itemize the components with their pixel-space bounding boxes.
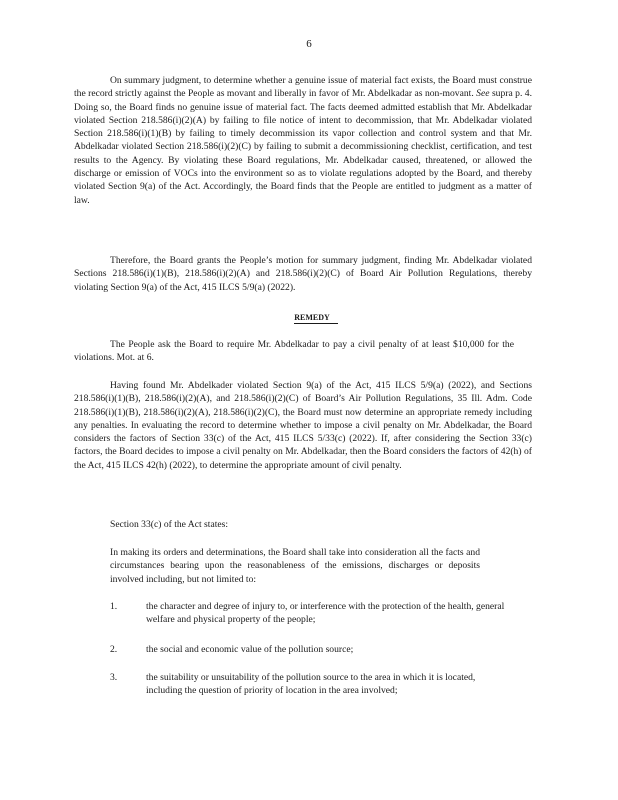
list-item-number: 1. <box>110 601 118 612</box>
list-item <box>110 643 520 659</box>
heading-text: REMEDY <box>294 313 338 324</box>
paragraph-section-33c-intro <box>110 518 510 531</box>
page-number: 6 <box>306 38 312 50</box>
list-item-text: the social and economic value of the pollution source; <box>146 644 354 655</box>
paragraph-text <box>74 74 532 207</box>
paragraph-text: Having found Mr. Abdelkader violated Section 9(a) of the Act, 415 ILCS 5/9(a) (2022), and Sections 218.586(i)(1)(B), 218.586(i)(2)(A), and 218.586(i)(2)(C) of Board’s Air Pollution Regulations, 35 Ill. Adm. Code 218.586(i)(1)(B), 218.586(i)(2)(A), 218.586(i)(2)(C), the Board must now determine an appropriate remedy including any penalties. In evaluating the record to determine whether to impose a civil penalty on Mr. Abdelkadar, the Board considers the factors of Section 33(c) of the Act, 415 ILCS 5/33(c) (2022). If, after considering the Section 33(c) factors, the Board decides to impose a civil penalty on Mr. Abdelkadar, then the Board considers the factors of 42(h) of the Act, 415 ILCS 42(h) (2022), to determine the appropriate amount of civil penalty. <box>74 380 532 471</box>
paragraph-text: Section 33(c) of the Act states: <box>110 519 229 530</box>
see-signal: See <box>476 88 490 100</box>
list-item <box>110 600 520 630</box>
paragraph-people-ask <box>74 338 514 365</box>
quote-text: In making its orders and determinations, the Board shall take into consideration all the facts and circumstances bearing upon the reasonableness of the emissions, discharges or deposits involved including, but not limited to: <box>110 547 480 585</box>
paragraph-text-part-1: On summary judgment, to determine whether a genuine issue of material fact exists, the Board must construe the record strictly against the People as movant and liberally in favor of Mr. Abdelkadar as non-movant. <box>74 75 532 100</box>
list-item <box>110 671 520 713</box>
list-item-text: the character and degree of injury to, or interference with the protection of the health, general welfare and physical property of the people; <box>146 601 505 626</box>
paragraph-text: Therefore, the Board grants the People’s motion for summary judgment, finding Mr. Abdelkadar violated Sections 218.586(i)(1)(B), 218.586(i)(2)(A) and 218.586(i)(2)(C) of Board Air Pollution Regulations, thereby violating Section 9(a) of the Act, 415 ILCS 5/9(a) (2022). <box>74 255 532 293</box>
paragraph-text: The People ask the Board to require Mr. Abdelkadar to pay a civil penalty of at least $10,000 for the violations. Mot. at 6. <box>74 339 514 364</box>
section-heading <box>0 313 618 324</box>
list-item-number: 3. <box>110 672 118 683</box>
list-item-number: 2. <box>110 644 118 655</box>
paragraph-summary-judgment <box>74 74 532 207</box>
paragraph-having-found <box>74 379 532 472</box>
paragraph-therefore <box>74 254 532 294</box>
list-item-text: the suitability or unsuitability of the pollution source to the area in which it is located, including the question of priority of location in the area involved; <box>146 672 476 697</box>
paragraph-text-part-2: supra p. 4. Doing so, the Board finds no genuine issue of material fact. The facts deemed admitted establish that Mr. Abdelkadar violated Section 218.586(i)(2)(A) by failing to file notice of intent to decommission, that Mr. Abdelkadar violated Section 218.586(i)(1)(B) by failing to timely decommission its vapor collection and control system and that Mr. Abdelkadar violated Section 218.586(i)(2)(C) by failing to submit a decommissioning checklist, certification, and test results to the Agency. By violating these Board regulations, Mr. Abdelkadar caused, threatened, or allowed the discharge or emission of VOCs into the environment so as to violate regulations adopted by the Board, and thereby violated Section 9(a) of the Act. Accordingly, the Board finds that the People are entitled to judgment as a matter of law. <box>74 88 532 206</box>
block-quote <box>110 546 480 586</box>
